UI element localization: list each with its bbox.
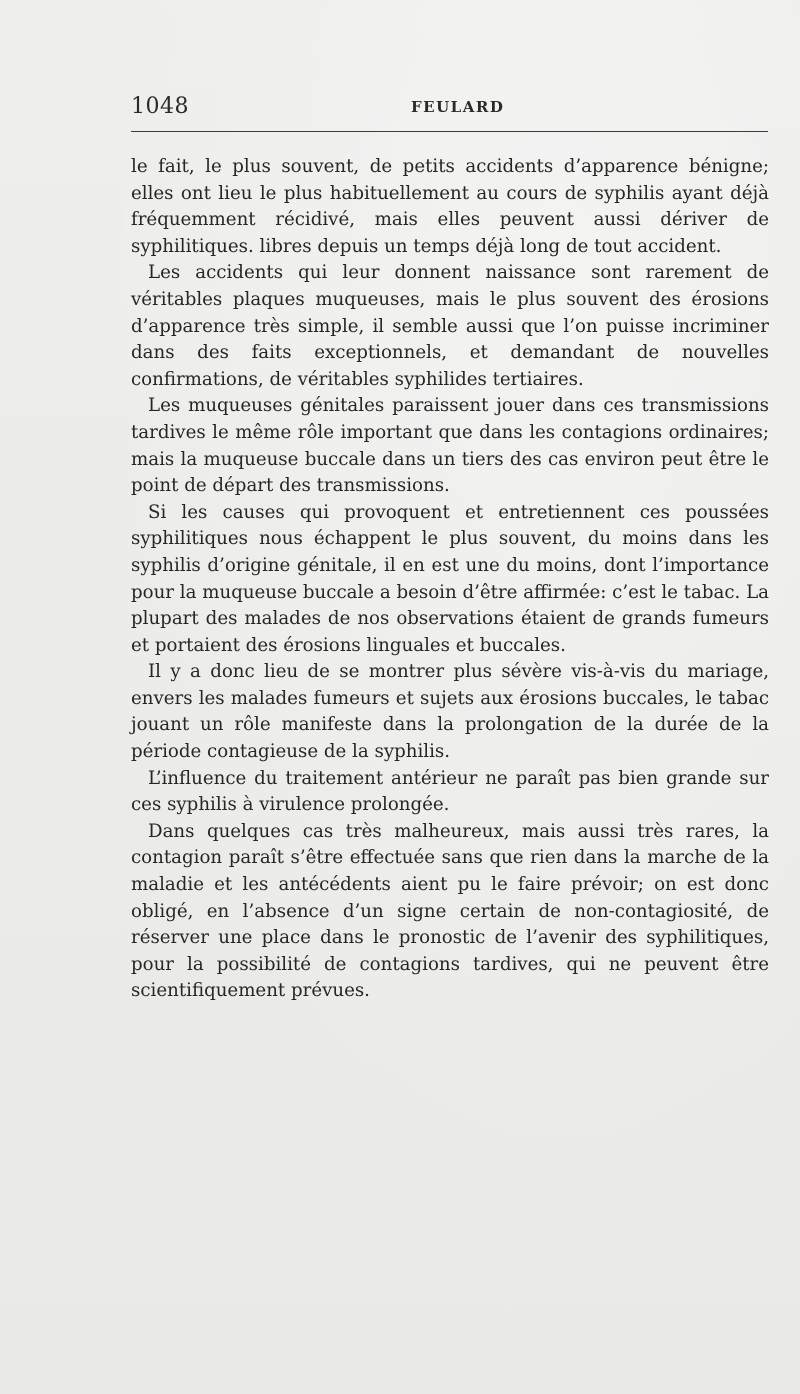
paragraph-5: Il y a donc lieu de se montrer plus sévère vis-à-vis du mariage, envers les malades fumeurs et sujets aux érosions buccales, le tabac jouant un rôle manifeste dans la prolongation de la durée de la période contagieuse de la syphilis.	[131, 661, 769, 763]
paragraph-6: L’influence du traitement antérieur ne paraît pas bien grande sur ces syphilis à virulence prolongée.	[131, 767, 769, 816]
header-rule	[131, 131, 768, 132]
paragraph-1: le fait, le plus souvent, de petits accidents d’apparence bénigne; elles ont lieu le plus habituellement au cours de syphilis ayant déjà fréquemment récidivé, mais elles peuvent aussi dériver de syphilitiques. libres depuis un temps déjà long de tout accident.	[131, 156, 769, 257]
paragraph-2: Les accidents qui leur donnent naissance sont rarement de véritables plaques muqueuses, mais le plus souvent des érosions d’apparence très simple, il semble aussi que l’on puisse incriminer dans des faits exceptionnels, et demandant de nouvelles confirmations, de véritables syphilides tertiaires.	[131, 262, 769, 390]
paragraph-7: Dans quelques cas très malheureux, mais aussi très rares, la contagion paraît s’être effectuée sans que rien dans la marche de la maladie et les antécédents aient pu le faire prévoir; on est donc obligé, en l’absence d’un signe certain de non-contagiosité, de réserver une place dans le pronostic de l’avenir des syphilitiques, pour la possibilité de contagions tardives, qui ne peuvent être scientifiquement prévues.	[131, 820, 769, 1002]
running-head: FEULARD	[411, 98, 505, 116]
body-text	[131, 154, 769, 1005]
paragraph-4: Si les causes qui provoquent et entretiennent ces poussées syphilitiques nous échappent le plus souvent, du moins dans les syphilis d’origine génitale, il en est une du moins, dont l’importance pour la muqueuse buccale a besoin d’être affirmée: c’est le tabac. La plupart des malades de nos observations étaient de grands fumeurs et portaient des érosions linguales et buccales.	[131, 501, 769, 656]
paragraph-3: Les muqueuses génitales paraissent jouer dans ces transmissions tardives le même rôle important que dans les contagions ordinaires; mais la muqueuse buccale dans un tiers des cas environ peut être le point de départ des transmissions.	[131, 395, 769, 497]
page-header	[131, 94, 768, 124]
page-number: 1048	[131, 94, 189, 119]
